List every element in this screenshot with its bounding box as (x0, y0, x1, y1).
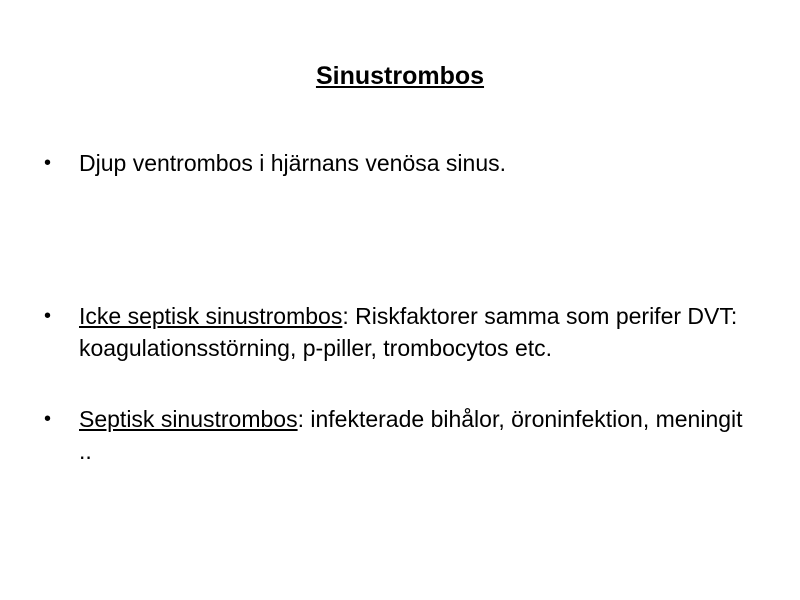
bullet-lead-term: Icke septisk sinustrombos (79, 303, 343, 329)
bullet-marker: • (44, 408, 52, 430)
bullet-body: Djup ventrombos i hjärnans venösa sinus. (79, 150, 507, 176)
slide-title: Sinustrombos (315, 62, 485, 90)
bullet-text (79, 403, 759, 467)
bullet-text (79, 300, 759, 364)
bullet-lead-term: Septisk sinustrombos (79, 406, 298, 432)
bullet-marker: • (44, 152, 52, 174)
bullet-marker: • (44, 305, 52, 327)
bullet-body: : infekterade bihålor, öroninfektion, meningit .. (79, 406, 743, 464)
bullet-text (79, 147, 759, 179)
bullet-body: : Riskfaktorer samma som perifer DVT: koagulationsstörning, p-piller, trombocytos etc. (79, 303, 738, 361)
